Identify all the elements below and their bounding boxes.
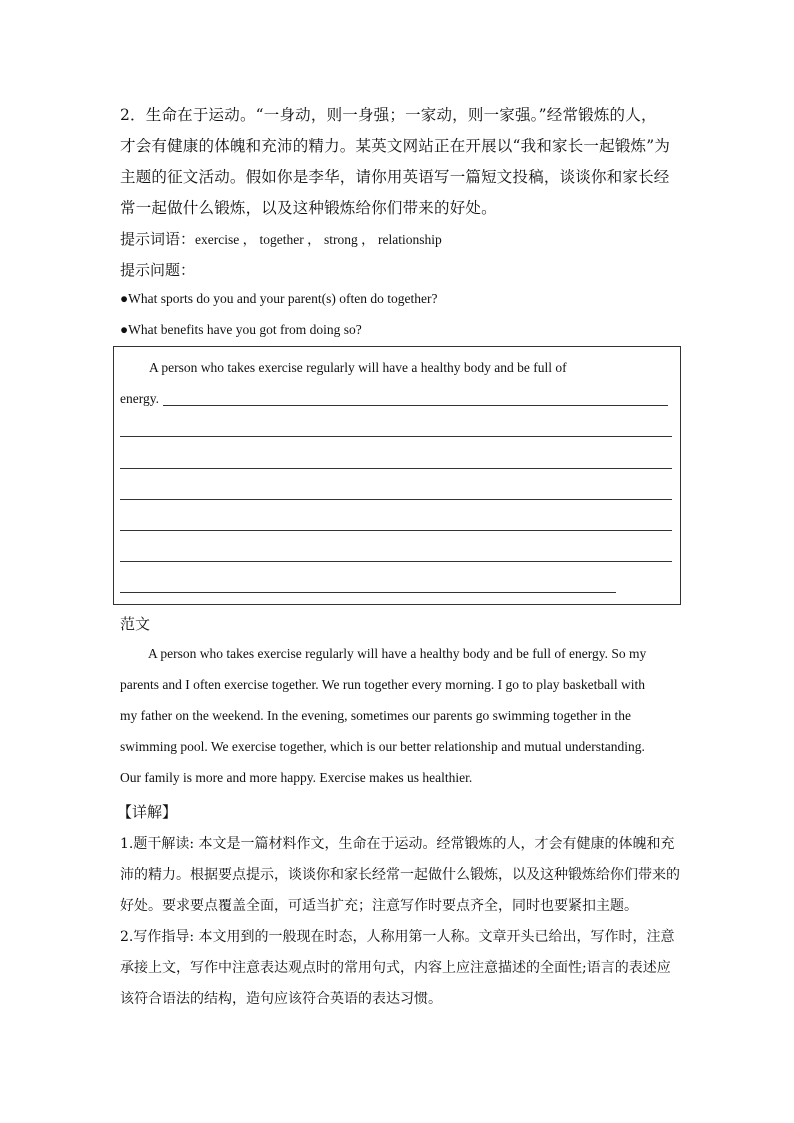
writing-line[interactable] (120, 436, 672, 437)
writing-line[interactable] (120, 530, 672, 531)
model-essay-line: my father on the weekend. In the evening, sometimes our parents go swimming together in the (120, 708, 631, 723)
answer-box-energy-text: energy. (120, 391, 159, 406)
answer-box (113, 346, 681, 605)
question-line: 才会有健康的体魄和充沛的精力。某英文网站正在开展以“我和家长一起锻炼”为 (120, 137, 671, 155)
detail-line: 该符合语法的结构，造句应该符合英语的表达习惯。 (120, 991, 442, 1007)
detail-line: 1.题干解读: 本文是一篇材料作文，生命在于运动。经常锻炼的人，才会有健康的体魄和充 (120, 836, 675, 852)
detail-line: 2.写作指导: 本文用到的一般现在时态，人称用第一人称。文章开头已给出，写作时，注意 (120, 929, 675, 945)
question-line: 常一起做什么锻炼，以及这种锻炼给你们带来的好处。 (120, 199, 497, 217)
detail-line: 承接上文，写作中注意表达观点时的常用句式，内容上应注意描述的全面性;语言的表述应 (120, 960, 671, 976)
hint-questions-label: 提示问题： (120, 261, 196, 279)
model-essay-line: Our family is more and more happy. Exercise makes us healthier. (120, 770, 473, 785)
hint-words-row (120, 228, 442, 249)
model-essay-line: parents and I often exercise together. We run together every morning. I go to play basketball with (120, 677, 645, 692)
hint-words: exercise ， together ， strong ， relationship (195, 232, 442, 247)
detail-title: 【详解】 (117, 803, 178, 821)
detail-line: 好处。要求要点覆盖全面，可适当扩充；注意写作时要点齐全，同时也要紧扣主题。 (120, 898, 638, 914)
model-essay-line: swimming pool. We exercise together, which is our better relationship and mutual understanding. (120, 739, 645, 754)
writing-line[interactable] (120, 499, 672, 500)
question-line: 2．生命在于运动。“一身动，则一身强；一家动，则一家强。”经常锻炼的人， (120, 106, 657, 124)
detail-line: 沛的精力。根据要点提示，谈谈你和家长经常一起做什么锻炼，以及这种锻炼给你们带来的 (120, 867, 680, 883)
hint-words-label: 提示词语： (120, 230, 196, 248)
writing-line[interactable] (163, 405, 668, 406)
model-essay-line: A person who takes exercise regularly will have a healthy body and be full of energy. So my (148, 646, 647, 661)
hint-question: ●What benefits have you got from doing so? (120, 322, 362, 337)
hint-question: ●What sports do you and your parent(s) often do together? (120, 291, 438, 306)
writing-line[interactable] (120, 561, 672, 562)
answer-box-first-line: A person who takes exercise regularly will have a healthy body and be full of (149, 360, 567, 375)
writing-line[interactable] (120, 468, 672, 469)
model-essay-title: 范文 (120, 615, 151, 633)
question-line: 主题的征文活动。假如你是李华，请你用英语写一篇短文投稿，谈谈你和家长经 (120, 168, 670, 186)
writing-line[interactable] (120, 592, 616, 593)
